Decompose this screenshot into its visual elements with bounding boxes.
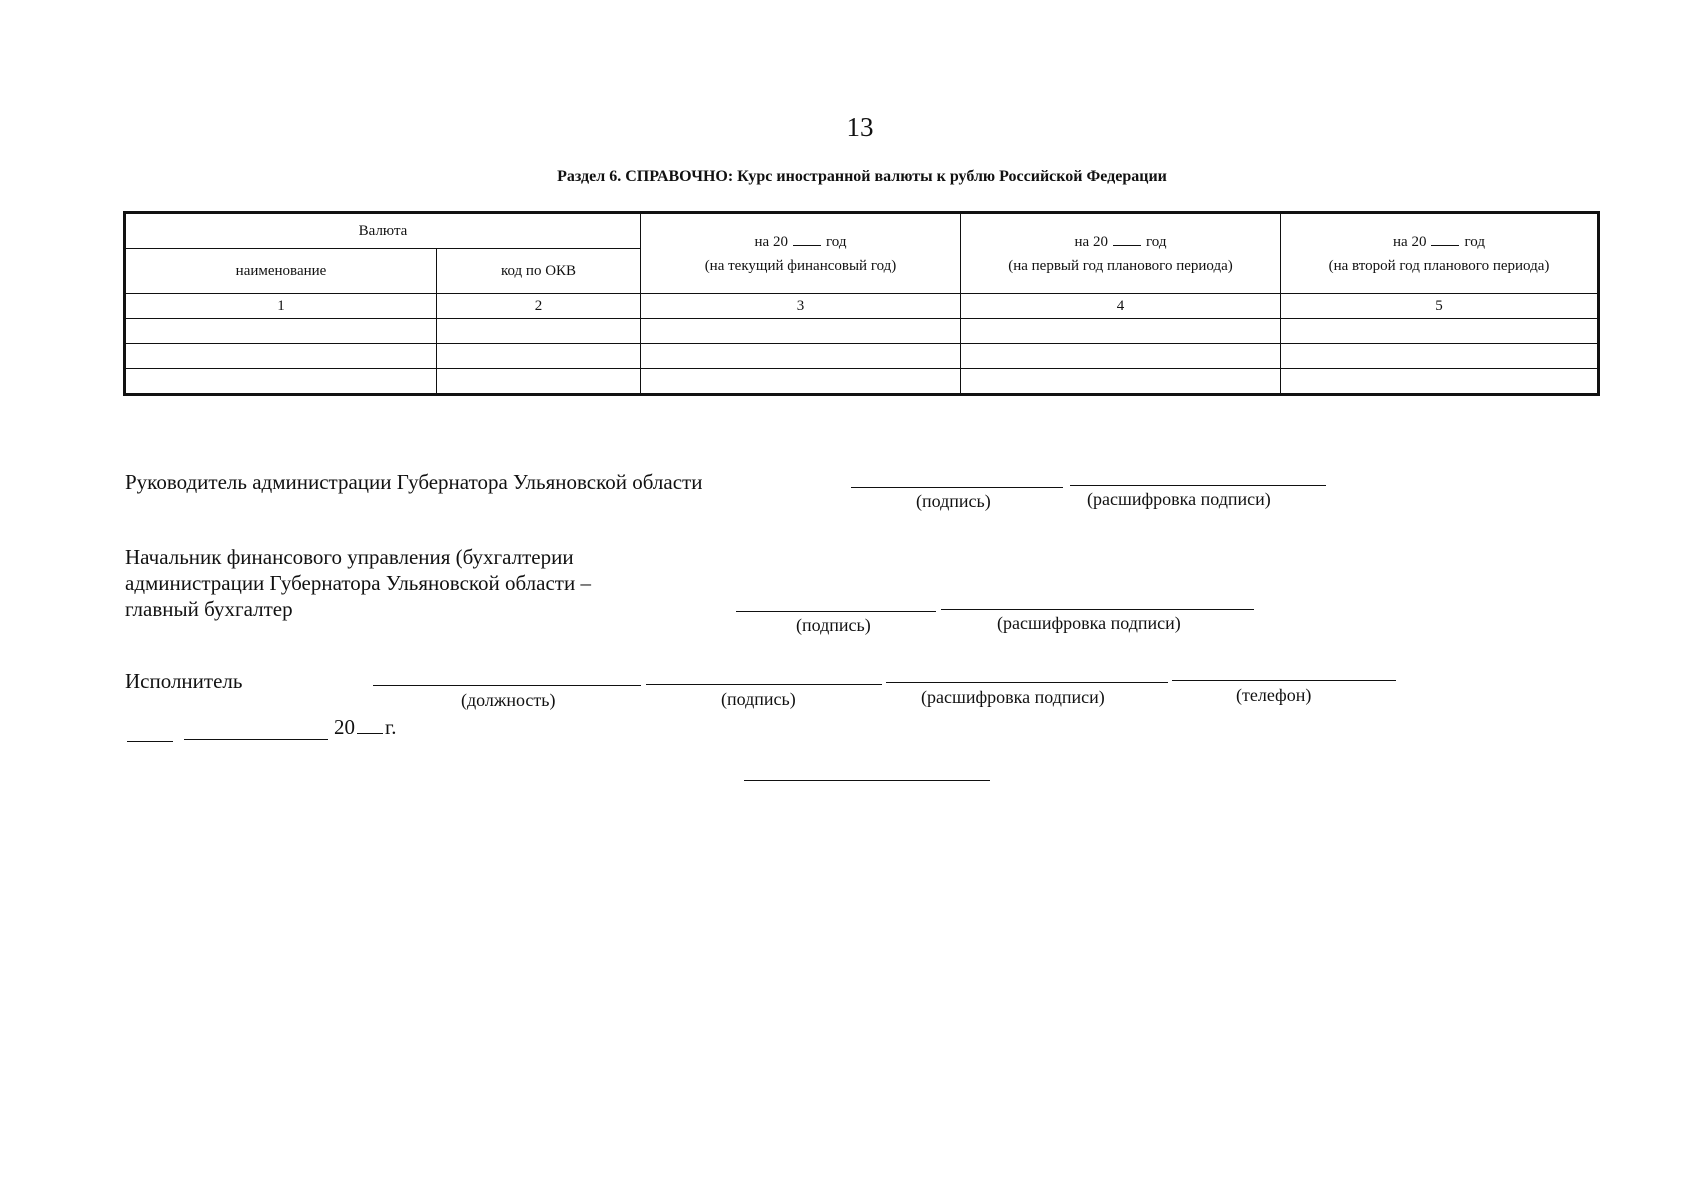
table-cell[interactable] [125, 369, 437, 395]
head-title: Руководитель администрации Губернатора Ульяновской области [125, 470, 703, 494]
table-cell[interactable] [641, 319, 961, 344]
page-number: 13 [846, 112, 874, 142]
table-row [125, 369, 1599, 395]
table-row [125, 344, 1599, 369]
currency-rate-table [123, 211, 1600, 396]
executor-signature-caption: (подпись) [721, 689, 796, 709]
head-decoding-caption: (расшифровка подписи) [1087, 489, 1271, 509]
column-number: 2 [437, 294, 641, 319]
table-cell[interactable] [1281, 319, 1599, 344]
date-day-line[interactable] [127, 741, 173, 742]
column-number: 4 [961, 294, 1281, 319]
table-row [125, 319, 1599, 344]
table-cell[interactable] [641, 369, 961, 395]
chief-signature-line[interactable] [736, 611, 936, 612]
chief-decoding-line[interactable] [941, 609, 1254, 610]
date-year: 20 г. [334, 715, 397, 739]
column-number: 1 [125, 294, 437, 319]
col-code-header: код по ОКВ [437, 249, 641, 294]
table-cell[interactable] [437, 369, 641, 395]
chief-signature-caption: (подпись) [796, 615, 871, 635]
head-signature-caption: (подпись) [916, 491, 991, 511]
col3-header: на 20 год (на текущий финансовый год) [641, 213, 961, 294]
executor-position-caption: (должность) [461, 690, 556, 710]
chief-title: Начальник финансового управления (бухгалтерии администрации Губернатора Ульяновской области – главный бухгалтер [125, 545, 591, 621]
table-cell[interactable] [961, 344, 1281, 369]
table-cell[interactable] [961, 369, 1281, 395]
column-number: 3 [641, 294, 961, 319]
table-cell[interactable] [1281, 344, 1599, 369]
table-cell[interactable] [437, 344, 641, 369]
executor-label: Исполнитель [125, 669, 243, 693]
table-cell[interactable] [125, 344, 437, 369]
executor-signature-line[interactable] [646, 684, 882, 685]
table-cell[interactable] [641, 344, 961, 369]
col-name-header: наименование [125, 249, 437, 294]
executor-decoding-caption: (расшифровка подписи) [921, 687, 1105, 707]
table-cell[interactable] [961, 319, 1281, 344]
col4-header: на 20 год (на первый год планового периода) [961, 213, 1281, 294]
closing-line [744, 780, 990, 781]
executor-position-line[interactable] [373, 685, 641, 686]
column-numbers-row [125, 294, 1599, 319]
date-month-line[interactable] [184, 739, 328, 740]
section-title: Раздел 6. СПРАВОЧНО: Курс иностранной валюты к рублю Российской Федерации [557, 168, 1167, 185]
executor-decoding-line[interactable] [886, 682, 1168, 683]
column-number: 5 [1281, 294, 1599, 319]
currency-group-header: Валюта [125, 213, 641, 249]
table-cell[interactable] [437, 319, 641, 344]
head-signature-line[interactable] [851, 487, 1063, 488]
chief-decoding-caption: (расшифровка подписи) [997, 613, 1181, 633]
col5-header: на 20 год (на второй год планового периода) [1281, 213, 1599, 294]
head-decoding-line[interactable] [1070, 485, 1326, 486]
table-cell[interactable] [1281, 369, 1599, 395]
executor-phone-line[interactable] [1172, 680, 1396, 681]
executor-phone-caption: (телефон) [1236, 685, 1312, 705]
table-cell[interactable] [125, 319, 437, 344]
